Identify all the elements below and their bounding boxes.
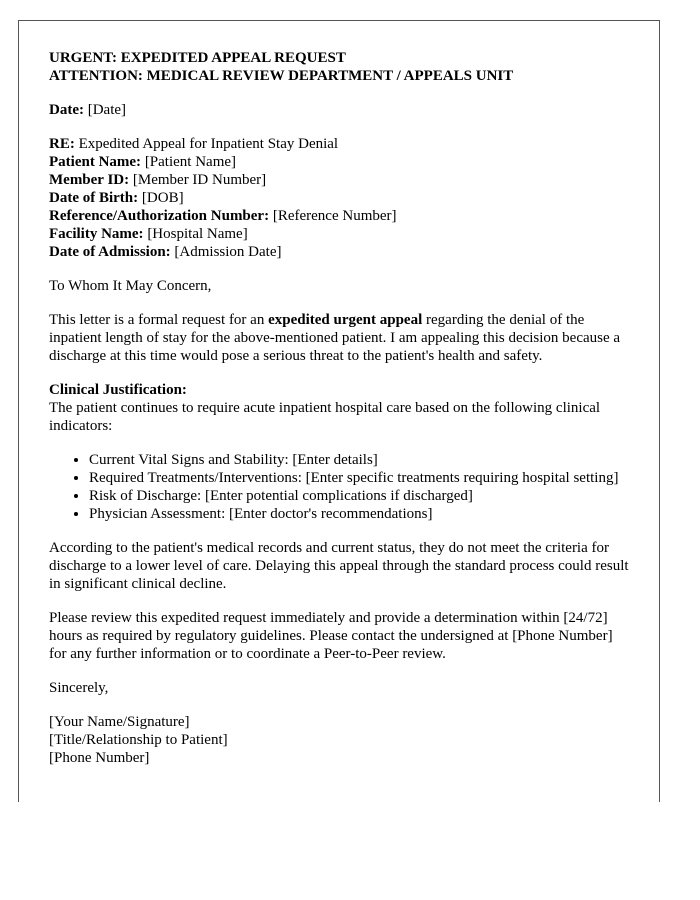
- header-line-1: URGENT: EXPEDITED APPEAL REQUEST: [49, 50, 346, 66]
- re-value: Expedited Appeal for Inpatient Stay Denial: [74, 136, 339, 152]
- date-line: [49, 101, 629, 119]
- list-item: • Risk of Discharge: [Enter potential complications if discharged]: [89, 487, 629, 505]
- field-value: [Reference Number]: [269, 208, 397, 224]
- intro-paragraph: [49, 311, 629, 365]
- header-line-2: ATTENTION: MEDICAL REVIEW DEPARTMENT / APPEALS UNIT: [49, 68, 514, 84]
- facility-name-line: [49, 225, 629, 243]
- field-value: [DOB]: [138, 190, 184, 206]
- admission-date-line: [49, 243, 629, 261]
- field-value: [Hospital Name]: [143, 226, 248, 242]
- field-label: Patient Name:: [49, 154, 142, 170]
- review-paragraph: Please review this expedited request immediately and provide a determination within [24/72] hours as required by regulatory guidelines. Please contact the undersigned at [Phone Number] for any further information or to coordinate a Peer-to-Peer review.: [49, 610, 613, 662]
- signature-title: [Title/Relationship to Patient]: [49, 732, 228, 748]
- field-value: [Patient Name]: [141, 154, 237, 170]
- re-label: RE:: [49, 136, 75, 152]
- clinical-text: The patient continues to require acute inpatient hospital care based on the following clinical indicators:: [49, 400, 601, 434]
- salutation: To Whom It May Concern,: [49, 278, 212, 294]
- member-id-line: [49, 171, 629, 189]
- intro-text-1: This letter is a formal request for an: [49, 312, 269, 328]
- field-label: Date of Admission:: [49, 244, 171, 260]
- reference-info: [49, 135, 629, 261]
- clinical-title: Clinical Justification:: [49, 382, 187, 398]
- list-item: • Required Treatments/Interventions: [Enter specific treatments requiring hospital setting]: [89, 469, 629, 487]
- intro-bold-text: expedited urgent appeal: [268, 312, 423, 328]
- letter-header: [49, 49, 629, 85]
- dob-line: [49, 189, 629, 207]
- patient-name-line: [49, 153, 629, 171]
- date-label: Date:: [49, 102, 84, 118]
- list-item: • Physician Assessment: [Enter doctor's recommendations]: [89, 505, 629, 523]
- list-item: • Current Vital Signs and Stability: [Enter details]: [89, 451, 629, 469]
- signature-name: [Your Name/Signature]: [49, 714, 190, 730]
- field-value: [Member ID Number]: [129, 172, 267, 188]
- field-value: [Admission Date]: [170, 244, 282, 260]
- closing: Sincerely,: [49, 680, 109, 696]
- signature-block: [49, 713, 629, 767]
- clinical-justification: [49, 381, 629, 523]
- letter-page: [18, 20, 660, 802]
- intro-text-2: regarding the denial of the inpatient length of stay for the above-mentioned patient. I am appealing this decision because a discharge at this time would pose a serious threat to the patient's health and safety.: [49, 312, 621, 364]
- re-line: [49, 135, 629, 153]
- field-label: Member ID:: [49, 172, 130, 188]
- field-label: Reference/Authorization Number:: [49, 208, 270, 224]
- field-label: Date of Birth:: [49, 190, 139, 206]
- clinical-indicator-list: [49, 451, 629, 523]
- field-label: Facility Name:: [49, 226, 144, 242]
- letter-content: [49, 49, 629, 767]
- date-value: [Date]: [83, 102, 127, 118]
- reference-number-line: [49, 207, 629, 225]
- signature-phone: [Phone Number]: [49, 750, 150, 766]
- records-paragraph: According to the patient's medical records and current status, they do not meet the criteria for discharge to a lower level of care. Delaying this appeal through the standard process could result in significant clinical decline.: [49, 540, 629, 592]
